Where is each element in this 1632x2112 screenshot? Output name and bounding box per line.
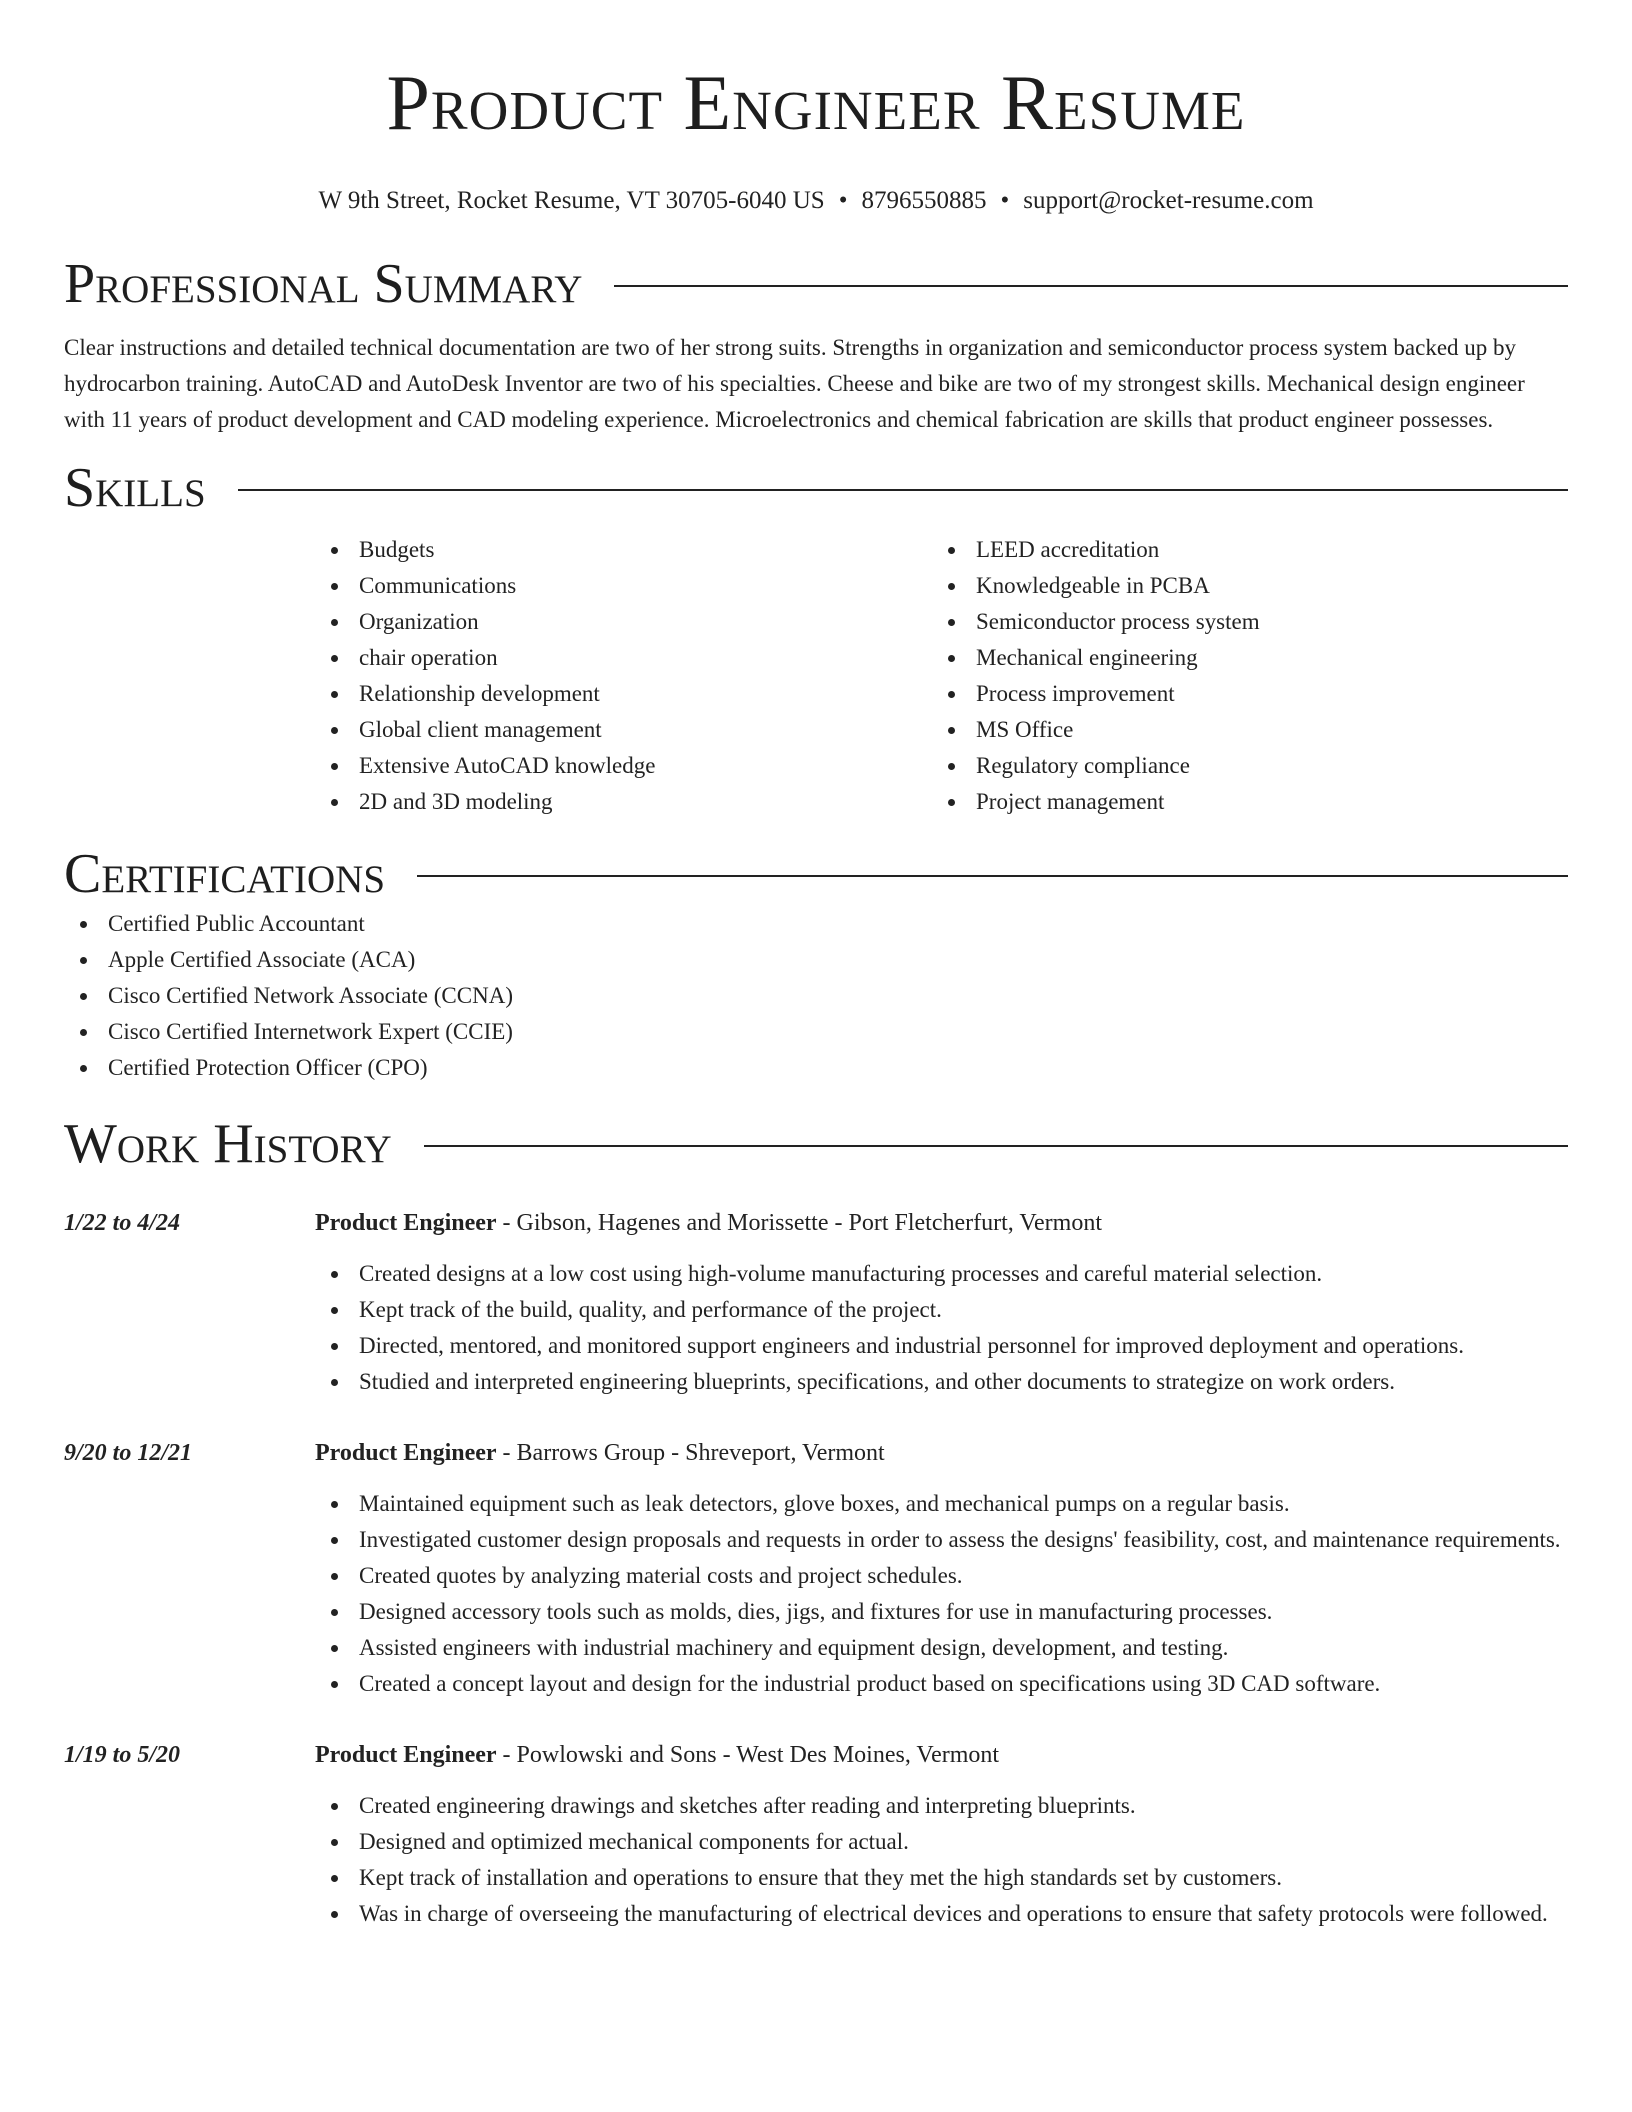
skill-item: chair operation — [315, 640, 932, 676]
job-bullet: Was in charge of overseeing the manufacturing of electrical devices and operations to ensure that safety protocols were followed. — [315, 1896, 1568, 1932]
job-title-line — [315, 1206, 1568, 1240]
contact-address: W 9th Street, Rocket Resume, VT 30705-6040 US — [318, 187, 825, 214]
contact-separator: • — [838, 187, 848, 214]
job-bullet: Kept track of the build, quality, and performance of the project. — [315, 1292, 1568, 1328]
section-divider — [417, 875, 1568, 877]
contact-email: support@rocket-resume.com — [1023, 187, 1314, 214]
job-bullet: Designed and optimized mechanical components for actual. — [315, 1824, 1568, 1860]
job-role: Product Engineer — [315, 1440, 497, 1466]
job-bullet: Directed, mentored, and monitored support engineers and industrial personnel for improved deployment and operations. — [315, 1328, 1568, 1364]
work-section-header — [64, 1112, 1568, 1176]
contact-phone: 8796550885 — [861, 187, 987, 214]
work-history-list — [64, 1206, 1568, 1932]
job-entry — [64, 1206, 1568, 1400]
job-role: Product Engineer — [315, 1210, 497, 1236]
certification-item: Certified Protection Officer (CPO) — [64, 1050, 1568, 1086]
skill-item: Global client management — [315, 712, 932, 748]
job-title-line — [315, 1436, 1568, 1470]
certifications-heading: Certifications — [64, 843, 386, 905]
certifications-list — [64, 906, 1568, 1086]
contact-line — [64, 186, 1568, 216]
job-bullet: Created engineering drawings and sketches after reading and interpreting blueprints. — [315, 1788, 1568, 1824]
job-bullets — [315, 1788, 1568, 1932]
job-bullet: Investigated customer design proposals and requests in order to assess the designs' feasibility, cost, and maintenance requirements. — [315, 1522, 1568, 1558]
skills-column-right — [932, 532, 1549, 820]
summary-heading: Professional Summary — [64, 253, 583, 315]
job-dates: 1/19 to 5/20 — [64, 1742, 181, 1768]
job-company: - Gibson, Hagenes and Morissette - Port Fletcherfurt, Vermont — [496, 1210, 1102, 1236]
job-title-line — [315, 1738, 1568, 1772]
resume-title: Product Engineer Resume — [386, 59, 1246, 146]
contact-separator: • — [1000, 187, 1010, 214]
job-company: - Powlowski and Sons - West Des Moines, Vermont — [496, 1742, 1000, 1768]
skills-heading: Skills — [64, 457, 206, 519]
job-bullet: Studied and interpreted engineering blueprints, specifications, and other documents to strategize on work orders. — [315, 1364, 1568, 1400]
job-dates: 9/20 to 12/21 — [64, 1440, 193, 1466]
job-body — [315, 1738, 1568, 1932]
summary-section-header — [64, 252, 1568, 316]
job-bullet: Maintained equipment such as leak detectors, glove boxes, and mechanical pumps on a regular basis. — [315, 1486, 1568, 1522]
job-bullet: Created designs at a low cost using high-volume manufacturing processes and careful material selection. — [315, 1256, 1568, 1292]
skill-item: Regulatory compliance — [932, 748, 1549, 784]
job-entry — [64, 1738, 1568, 1932]
job-bullet: Assisted engineers with industrial machinery and equipment design, development, and testing. — [315, 1630, 1568, 1666]
skills-right-list — [932, 532, 1549, 820]
job-bullets — [315, 1256, 1568, 1400]
certification-item: Apple Certified Associate (ACA) — [64, 942, 1568, 978]
skill-item: Semiconductor process system — [932, 604, 1549, 640]
skills-left-list — [315, 532, 932, 820]
section-divider — [614, 285, 1568, 287]
job-role: Product Engineer — [315, 1742, 497, 1768]
skill-item: Communications — [315, 568, 932, 604]
job-dates: 1/22 to 4/24 — [64, 1210, 181, 1236]
certification-item: Certified Public Accountant — [64, 906, 1568, 942]
skill-item: Extensive AutoCAD knowledge — [315, 748, 932, 784]
job-bullets — [315, 1486, 1568, 1702]
skill-item: Mechanical engineering — [932, 640, 1549, 676]
job-bullet: Designed accessory tools such as molds, dies, jigs, and fixtures for use in manufacturing processes. — [315, 1594, 1568, 1630]
job-body — [315, 1436, 1568, 1702]
job-bullet: Created a concept layout and design for the industrial product based on specifications using 3D CAD software. — [315, 1666, 1568, 1702]
certification-item: Cisco Certified Network Associate (CCNA) — [64, 978, 1568, 1014]
skill-item: Project management — [932, 784, 1549, 820]
skill-item: LEED accreditation — [932, 532, 1549, 568]
job-company: - Barrows Group - Shreveport, Vermont — [496, 1440, 885, 1466]
certification-item: Cisco Certified Internetwork Expert (CCIE) — [64, 1014, 1568, 1050]
skill-item: Process improvement — [932, 676, 1549, 712]
job-body — [315, 1206, 1568, 1400]
job-bullet: Created quotes by analyzing material costs and project schedules. — [315, 1558, 1568, 1594]
job-entry — [64, 1436, 1568, 1702]
skills-column-left — [315, 532, 932, 820]
skills-list — [315, 532, 1568, 820]
skill-item: 2D and 3D modeling — [315, 784, 932, 820]
summary-text: Clear instructions and detailed technical documentation are two of her strong suits. Strengths in organization and semiconductor process system backed up by hydrocarbon training. AutoCAD and AutoDesk Inventor are two of his specialties. Cheese and bike are two of my strongest skills. Mechanical design engineer with 11 years of product development and CAD modeling experience. Microelectronics and chemical fabrication are skills that product engineer possesses. — [64, 335, 1525, 432]
skills-section-header — [64, 456, 1568, 520]
work-heading: Work History — [64, 1113, 392, 1175]
skill-item: MS Office — [932, 712, 1549, 748]
skill-item: Organization — [315, 604, 932, 640]
job-bullet: Kept track of installation and operations to ensure that they met the high standards set by customers. — [315, 1860, 1568, 1896]
skill-item: Budgets — [315, 532, 932, 568]
skill-item: Relationship development — [315, 676, 932, 712]
section-divider — [424, 1145, 1568, 1147]
section-divider — [238, 489, 1568, 491]
certifications-section-header — [64, 842, 1568, 906]
skill-item: Knowledgeable in PCBA — [932, 568, 1549, 604]
